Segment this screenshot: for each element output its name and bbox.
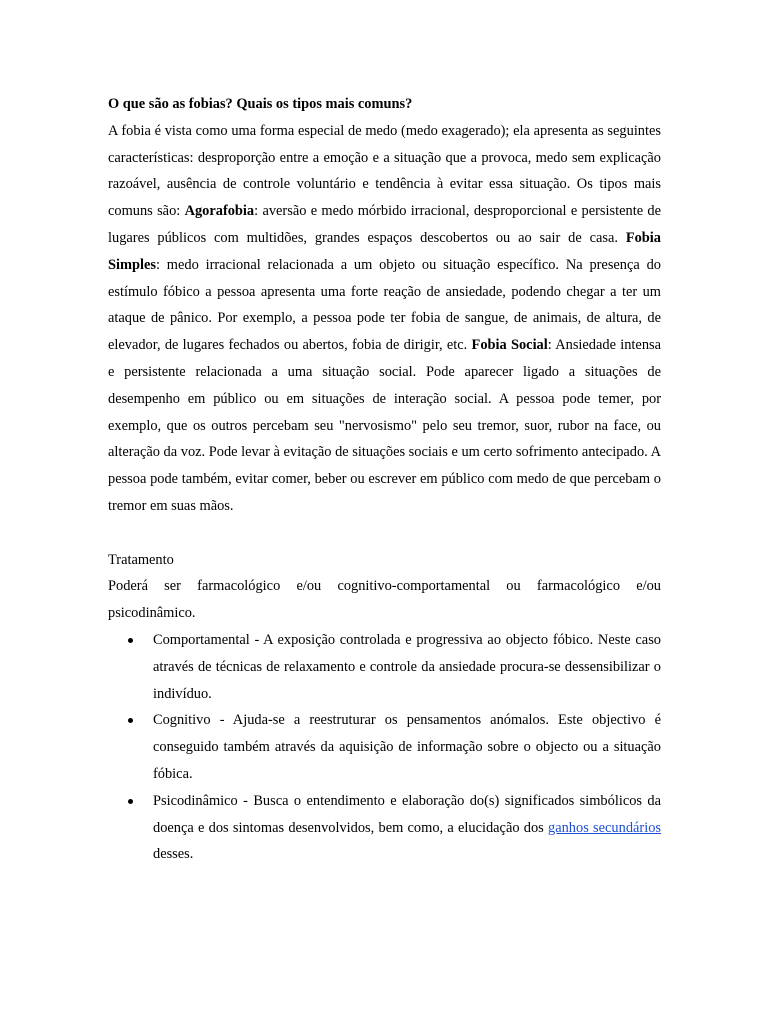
intro-text-4: : Ansiedade intensa e persistente relacionada a uma situação social. Pode aparecer ligado a situações de desempenho em público ou em situações de interação social. A pessoa pode temer, por exemplo, que os outros percebam seu "nervosismo" pelo seu tremor, suor, rubor na face, ou alteração da voz. Pode levar à evitação de situações sociais e um certo sofrimento antecipado. A pessoa pode também, evitar comer, beber ou escrever em público com medo de que percebam o tremor em suas mãos. xyxy=(108,337,661,514)
intro-text-1: A fobia é vista como uma forma especial de medo (medo exagerado); ela apresenta as seguintes características: desproporção entre a emoção e a situação que a provoca, medo sem explicação razoável, ausência de controle voluntário e tendência à evitar essa situação. Os tipos mais comuns são: xyxy=(108,122,661,220)
bullet-icon xyxy=(128,638,133,643)
list-item-text: Psicodinâmico - Busca o entendimento e elaboração do(s) significados simbólicos da doença e dos sintomas desenvolvidos, bem como, a elucidação dos xyxy=(153,792,661,836)
document-title: O que são as fobias? Quais os tipos mais comuns? xyxy=(108,96,413,112)
document-body xyxy=(108,91,661,868)
list-item-text-end: desses. xyxy=(153,846,194,863)
treatment-list xyxy=(108,627,661,868)
term-agorafobia: Agorafobia xyxy=(184,203,255,220)
list-item-psicodinamico xyxy=(108,788,661,868)
list-item-cognitivo xyxy=(108,707,661,787)
bullet-icon xyxy=(128,718,133,723)
term-fobia-simples: Fobia Simples xyxy=(108,229,661,273)
bullet-icon xyxy=(128,799,133,804)
ganhos-secundarios-link[interactable]: ganhos secundários xyxy=(548,819,661,836)
intro-text-2: : aversão e medo mórbido irracional, desproporcional e persistente de lugares públicos com multidões, grandes espaços descobertos ou ao sair de casa. xyxy=(108,203,661,246)
treatment-intro: Poderá ser farmacológico e/ou cognitivo-comportamental ou farmacológico e/ou psicodinâmico. xyxy=(108,578,661,622)
list-item-text: Cognitivo - Ajuda-se a reestruturar os pensamentos anómalos. Este objectivo é conseguido também através da aquisição de informação sobre o objecto ou a situação fóbica. xyxy=(153,712,661,782)
treatment-heading: Tratamento xyxy=(108,551,174,568)
paragraph-spacer xyxy=(108,520,661,547)
intro-paragraph xyxy=(108,118,661,520)
intro-text-3: : medo irracional relacionada a um objeto ou situação específico. Na presença do estímulo fóbico a pessoa apresenta uma forte reação de ansiedade, podendo chegar a ter um ataque de pânico. Por exemplo, a pessoa pode ter fobia de sangue, de animais, de altura, de elevador, de lugares fechados ou abertos, fobia de dirigir, etc. xyxy=(108,256,661,354)
list-item-text: Comportamental - A exposição controlada e progressiva ao objecto fóbico. Neste caso através de técnicas de relaxamento e controle da ansiedade procura-se dessensibilizar o indivíduo. xyxy=(153,631,661,702)
list-item-comportamental xyxy=(108,627,661,707)
term-fobia-social: Fobia Social xyxy=(471,337,548,354)
